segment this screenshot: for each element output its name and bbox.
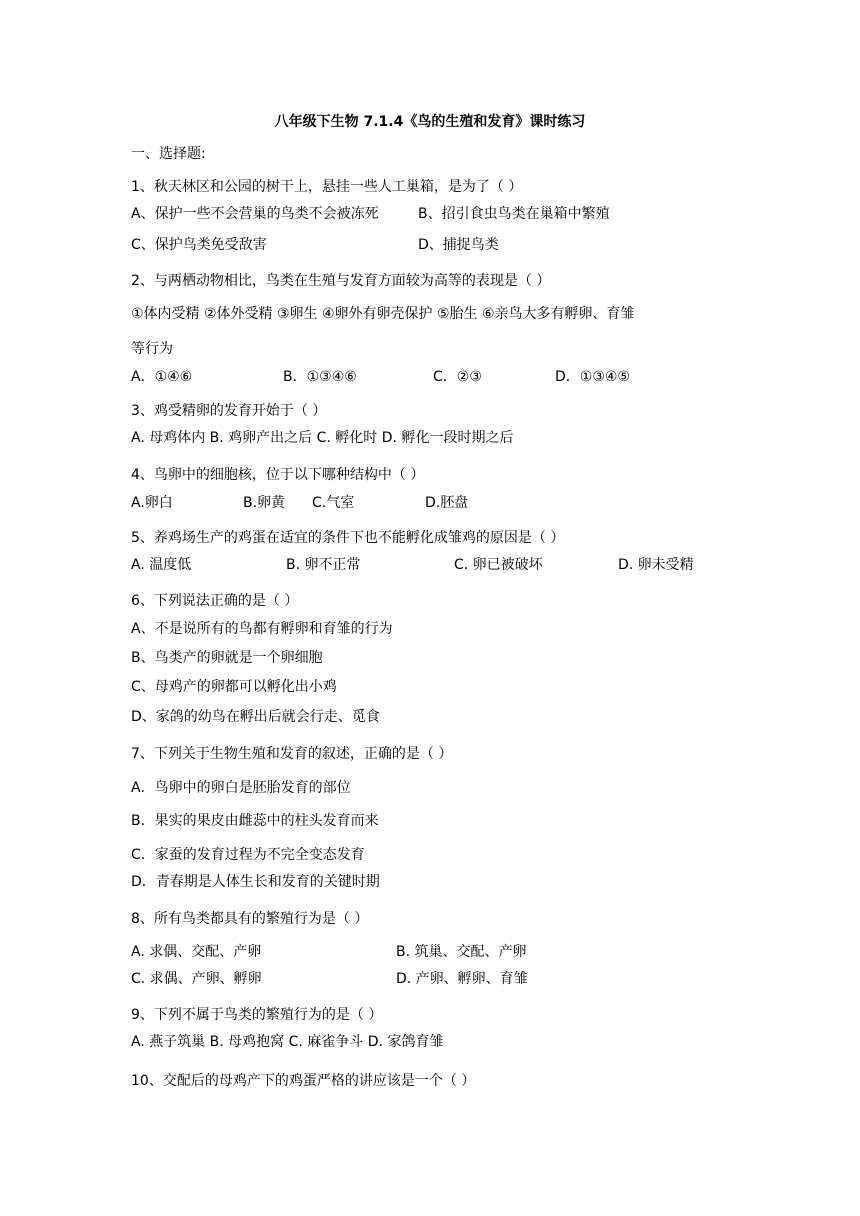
question-4-stem: 4、鸟卵中的细胞核，位于以下哪种结构中（ ） [131, 467, 425, 483]
question-2-option-c: C．②③ [433, 369, 482, 385]
question-9-options: A. 燕子筑巢 B. 母鸡抱窝 C. 麻雀争斗 D. 家鸽育雏 [131, 1034, 444, 1050]
question-1-option-a: A、保护一些不会营巢的鸟类不会被冻死 [131, 206, 379, 222]
question-4-option-a: A.卵白 [131, 495, 173, 511]
question-4-option-b: B.卵黄 [243, 495, 286, 511]
question-1-option-c: C、保护鸟类免受敌害 [131, 237, 267, 253]
question-7-option-c: C．家蚕的发育过程为不完全变态发育 [131, 847, 365, 863]
question-10-stem: 10、交配后的母鸡产下的鸡蛋严格的讲应该是一个（ ） [131, 1073, 476, 1089]
question-2-items: ①体内受精 ②体外受精 ③卵生 ④卵外有卵壳保护 ⑤胎生 ⑥亲鸟大多有孵卵、育雏 [131, 306, 635, 322]
question-4-option-c: C.气室 [312, 495, 355, 511]
question-5-stem: 5、养鸡场生产的鸡蛋在适宜的条件下也不能孵化成雏鸡的原因是（ ） [131, 530, 565, 546]
question-5-option-a: A. 温度低 [131, 557, 192, 573]
question-2-option-b: B．①③④⑥ [283, 369, 357, 385]
question-6-stem: 6、下列说法正确的是（ ） [131, 593, 299, 609]
question-7-option-a: A．鸟卵中的卵白是胚胎发育的部位 [131, 780, 351, 796]
question-1-stem: 1、秋天林区和公园的树干上，悬挂一些人工巢箱，是为了（ ） [131, 179, 523, 195]
question-1-option-b: B、招引食虫鸟类在巢箱中繁殖 [418, 206, 610, 222]
question-6-option-a: A、不是说所有的鸟都有孵卵和育雏的行为 [131, 621, 393, 637]
question-3-options: A. 母鸡体内 B. 鸡卵产出之后 C. 孵化时 D. 孵化一段时期之后 [131, 430, 514, 446]
question-3-stem: 3、鸡受精卵的发育开始于（ ） [131, 403, 327, 419]
question-6-option-c: C、母鸡产的卵都可以孵化出小鸡 [131, 679, 337, 695]
question-6-option-b: B、鸟类产的卵就是一个卵细胞 [131, 650, 323, 666]
question-2-items-continued: 等行为 [131, 341, 173, 357]
question-5-option-c: C. 卵已被破坏 [454, 557, 543, 573]
question-7-stem: 7、下列关于生物生殖和发育的叙述，正确的是（ ） [131, 746, 453, 762]
question-9-stem: 9、下列不属于鸟类的繁殖行为的是（ ） [131, 1007, 383, 1023]
section-heading: 一、选择题: [131, 146, 206, 162]
question-2-option-d: D．①③④⑤ [555, 369, 630, 385]
question-6-option-d: D、家鸽的幼鸟在孵出后就会行走、觅食 [131, 709, 380, 725]
question-8-option-a: A. 求偶、交配、产卵 [131, 944, 262, 960]
question-7-option-d: D．青春期是人体生长和发育的关键时期 [131, 874, 380, 890]
question-7-option-b: B．果实的果皮由雌蕊中的柱头发育而来 [131, 813, 379, 829]
question-8-option-c: C. 求偶、产卵、孵卵 [131, 971, 262, 987]
question-8-option-d: D. 产卵、孵卵、育雏 [396, 971, 528, 987]
question-1-option-d: D、捕捉鸟类 [418, 237, 499, 253]
question-2-stem: 2、与两栖动物相比，鸟类在生殖与发育方面较为高等的表现是（ ） [131, 273, 551, 289]
question-4-option-d: D.胚盘 [425, 495, 469, 511]
page-title: 八年级下生物 7.1.4《鸟的生殖和发育》课时练习 [274, 114, 586, 130]
question-8-stem: 8、所有鸟类都具有的繁殖行为是（ ） [131, 911, 369, 927]
question-8-option-b: B. 筑巢、交配、产卵 [396, 944, 527, 960]
question-5-option-b: B. 卵不正常 [286, 557, 361, 573]
question-2-option-a: A．①④⑥ [131, 369, 193, 385]
question-5-option-d: D. 卵未受精 [618, 557, 694, 573]
